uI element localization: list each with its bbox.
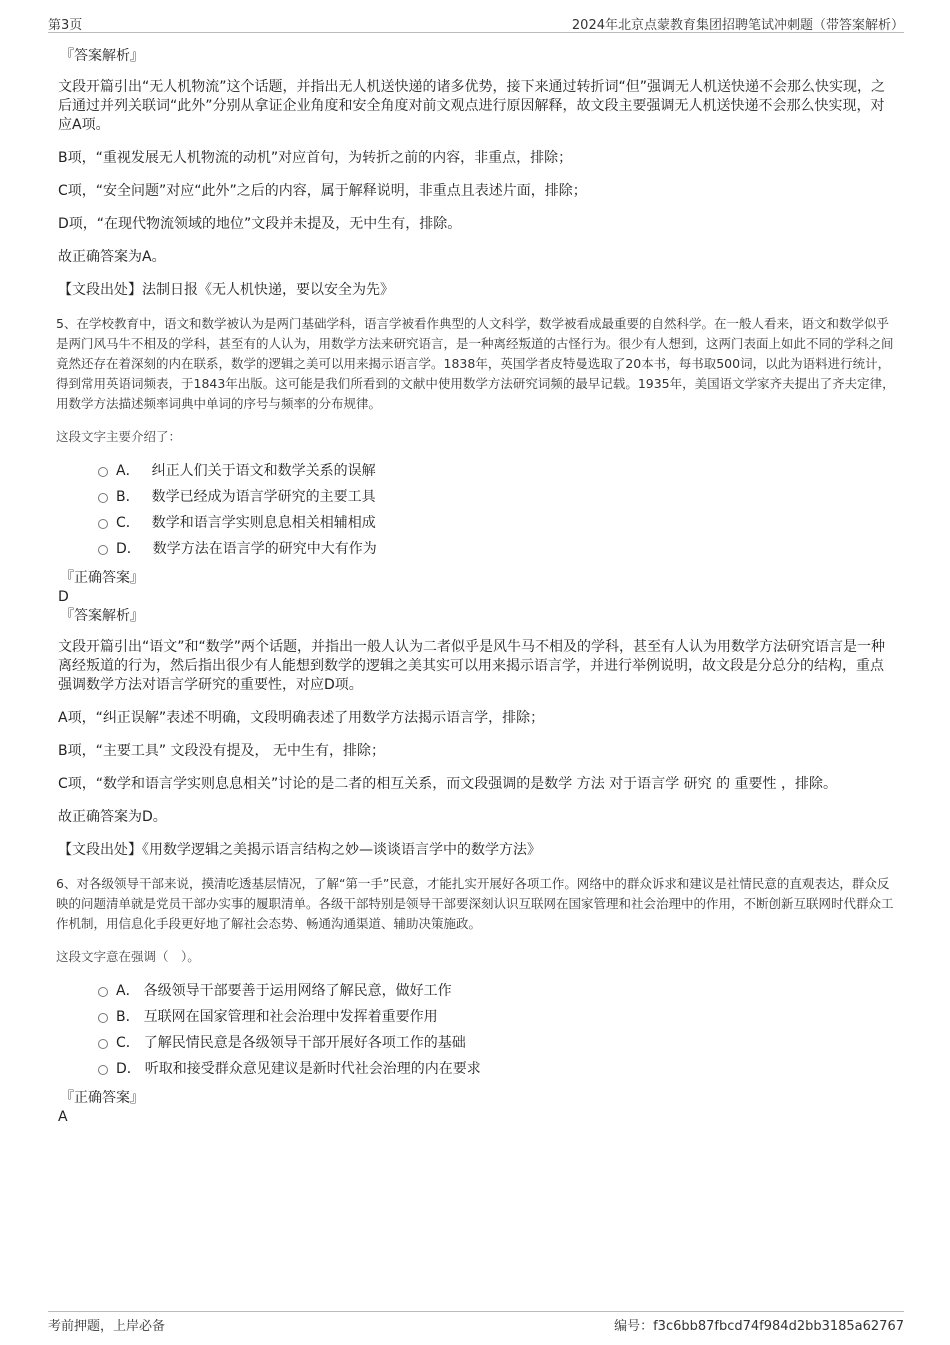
q6-answer: A (58, 1109, 68, 1125)
option-letter: D． (116, 1061, 141, 1077)
q5-prompt: 这段文字主要介绍了： (56, 429, 182, 444)
q4-conclusion: 故正确答案为A。 (58, 249, 166, 265)
option-text: 互联网在国家管理和社会治理中发挥着重要作用 (143, 1009, 438, 1025)
radio-icon[interactable] (98, 467, 108, 477)
q6-answer-label: 『正确答案』 (60, 1090, 144, 1106)
option-text: 纠正人们关于语文和数学关系的误解 (151, 463, 376, 479)
option-text: 各级领导干部要善于运用网络了解民意，做好工作 (143, 983, 452, 999)
q5-option-b[interactable] (98, 484, 896, 510)
option-text: 听取和接受群众意见建议是新时代社会治理的内在要求 (144, 1061, 481, 1077)
q6-option-d[interactable] (98, 1056, 896, 1082)
q4-analysis-p2: B项，“重视发展无人机物流的动机”对应首句，为转折之前的内容，非重点，排除； (58, 150, 573, 166)
q6-option-c[interactable] (98, 1030, 896, 1056)
option-text: 数学和语言学实则息息相关相辅相成 (151, 515, 376, 531)
page-number: 第3页 (48, 18, 83, 33)
q4-analysis-p1: 文段开篇引出“无人机物流”这个话题，并指出无人机送快递的诸多优势，接下来通过转折词“但”强调无人机送快递不会那么快实现，之后通过并列关联词“此外”分别从拿证企业角度和安全角度对前文观点进行原因解释，故文段主要强调无人机送快递不会那么快实现，对应A项。 (58, 79, 886, 133)
q5-answer-label: 『正确答案』 (60, 570, 144, 586)
q6-question: 6、对各级领导干部来说，摸清吃透基层情况，了解“第一手”民意，才能扎实开展好各项工作。网络中的群众诉求和建议是社情民意的直观表达，群众反映的问题清单就是党员干部办实事的履职清单。各级干部特别是领导干部要深刻认识互联网在国家管理和社会治理中的作用，不断创新互联网时代群众工作机制，用信息化手段更好地了解社会态势、畅通沟通渠道、辅助决策施政。 (56, 876, 894, 931)
q6-prompt: 这段文字意在强调（ ）。 (56, 949, 200, 964)
option-letter: C． (116, 1035, 140, 1051)
radio-icon[interactable] (98, 493, 108, 503)
q5-option-c[interactable] (98, 510, 896, 536)
q5-analysis-p3: B项，“主要工具” 文段没有提及， 无中生有，排除； (58, 743, 386, 759)
q5-option-d[interactable] (98, 536, 896, 562)
q6-option-a[interactable] (98, 978, 896, 1004)
page-header (48, 12, 904, 33)
q6-option-b[interactable] (98, 1004, 896, 1030)
q5-analysis-label: 『答案解析』 (60, 608, 144, 624)
q5-conclusion: 故正确答案为D。 (58, 809, 167, 825)
q6-options (98, 978, 896, 1082)
q5-analysis-p2: A项，“纠正误解”表述不明确，文段明确表述了用数学方法揭示语言学，排除； (58, 710, 545, 726)
q5-source: 【文段出处】《用数学逻辑之美揭示语言结构之妙—谈谈语言学中的数学方法》 (58, 842, 541, 858)
option-letter: D． (116, 541, 141, 557)
q4-source: 【文段出处】法制日报《无人机快递，要以安全为先》 (58, 282, 394, 298)
q5-options (98, 458, 896, 562)
q5-question: 5、在学校教育中，语文和数学被认为是两门基础学科，语言学被看作典型的人文科学，数学被看成最重要的自然科学。在一般人看来，语文和数学似乎是两门风马牛不相及的学科，甚至有的人认为，用数学方法来研究语言，是一种离经叛道的古怪行为。很少有人想到，这两门表面上如此不同的学科之间竟然还存在着深刻的内在联系，数学的逻辑之美可以用来揭示语言学。1838年，英国学者皮特曼选取了20本书，每书取500词，以此为语料进行统计，得到常用英语词频表，于1843年出版。这可能是我们所看到的文献中使用数学方法研究词频的最早记载。1935年，美国语文学家齐夫提出了齐夫定律，用数学方法描述频率词典中单词的序号与频率的分布规律。 (56, 316, 895, 411)
option-text: 数学方法在语言学的研究中大有作为 (152, 541, 377, 557)
q5-option-a[interactable] (98, 458, 896, 484)
radio-icon[interactable] (98, 519, 108, 529)
q5-analysis-p1: 文段开篇引出“语文”和“数学”两个话题，并指出一般人认为二者似乎是风牛马不相及的学科，甚至有人认为用数学方法研究语言是一种离经叛道的行为，然后指出很少有人能想到数学的逻辑之美其实可以用来揭示语言学，并进行举例说明，故文段是分总分的结构，重点强调数学方法对语言学研究的重要性，对应D项。 (58, 639, 886, 693)
option-letter: B． (116, 489, 140, 505)
q4-analysis-p3: C项，“安全问题”对应“此外”之后的内容，属于解释说明，非重点且表述片面，排除； (58, 183, 587, 199)
option-letter: A． (116, 463, 140, 479)
option-letter: A． (116, 983, 140, 999)
radio-icon[interactable] (98, 987, 108, 997)
option-letter: C． (116, 515, 140, 531)
q4-analysis-p4: D项，“在现代物流领域的地位”文段并未提及，无中生有，排除。 (58, 216, 462, 232)
radio-icon[interactable] (98, 1065, 108, 1075)
document-title: 2024年北京点蒙教育集团招聘笔试冲刺题（带答案解析） (571, 18, 904, 33)
radio-icon[interactable] (98, 1013, 108, 1023)
page-content (56, 46, 896, 1126)
option-text: 数学已经成为语言学研究的主要工具 (151, 489, 376, 505)
q5-answer: D (58, 589, 69, 605)
document-code: 编号：f3c6bb87fbcd74f984d2bb3185a62767 (614, 1319, 904, 1334)
q5-analysis-p4: C项，“数学和语言学实则息息相关”讨论的是二者的相互关系，而文段强调的是数学 方法 对于语言学 研究 的 重要性 ，排除。 (58, 776, 837, 792)
q4-analysis-label: 『答案解析』 (60, 48, 144, 64)
page-footer (48, 1311, 904, 1334)
option-letter: B． (116, 1009, 140, 1025)
footer-slogan: 考前押题，上岸必备 (48, 1319, 166, 1334)
radio-icon[interactable] (98, 1039, 108, 1049)
radio-icon[interactable] (98, 545, 108, 555)
option-text: 了解民情民意是各级领导干部开展好各项工作的基础 (143, 1035, 466, 1051)
